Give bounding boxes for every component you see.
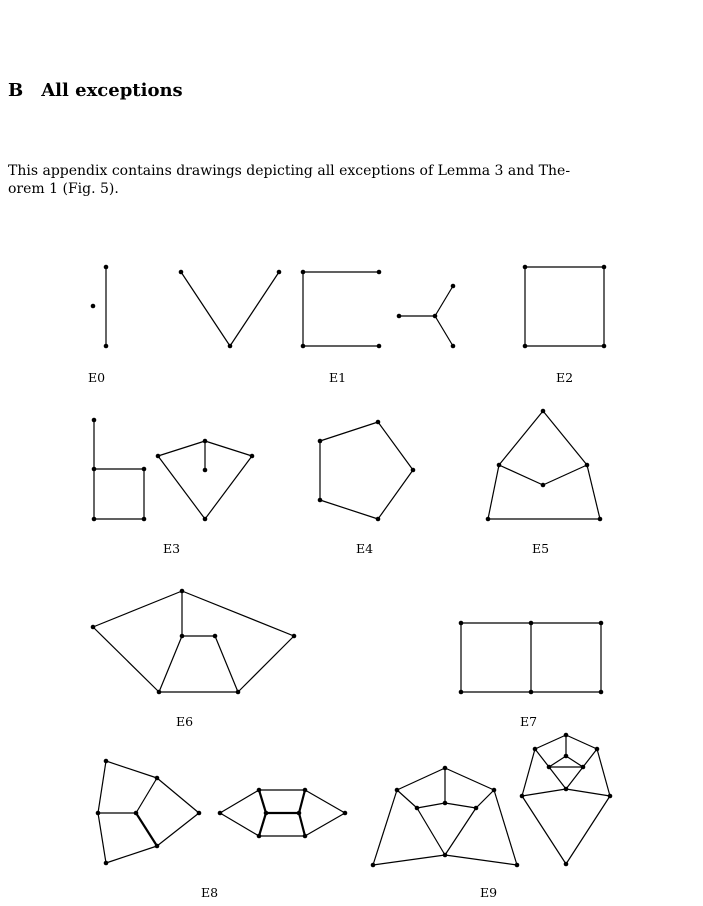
label-e2: E2	[556, 370, 574, 385]
paragraph-line-2: orem 1 (Fig. 5).	[8, 181, 119, 197]
section-number: B	[8, 80, 24, 101]
graph-e5	[486, 409, 603, 522]
label-e0: E0	[88, 370, 106, 385]
label-e3: E3	[163, 541, 181, 556]
graph-e7	[459, 621, 604, 695]
graph-e4	[318, 420, 416, 522]
graph-e3	[92, 418, 255, 522]
paragraph-line-1: This appendix contains drawings depicting all exceptions of Lemma 3 and The-	[8, 163, 571, 179]
label-e8: E8	[201, 885, 219, 900]
label-e5: E5	[532, 541, 550, 556]
graph-e8	[96, 759, 348, 866]
label-e9: E9	[480, 885, 498, 900]
graph-e6	[91, 589, 297, 695]
graph-e0	[91, 265, 282, 349]
section-title: All exceptions	[41, 80, 183, 101]
graph-e9	[371, 733, 613, 868]
label-e7: E7	[520, 714, 538, 729]
label-e4: E4	[356, 541, 374, 556]
graph-e1	[301, 270, 456, 349]
label-e6: E6	[176, 714, 194, 729]
graph-e2	[523, 265, 607, 349]
label-e1: E1	[329, 370, 347, 385]
